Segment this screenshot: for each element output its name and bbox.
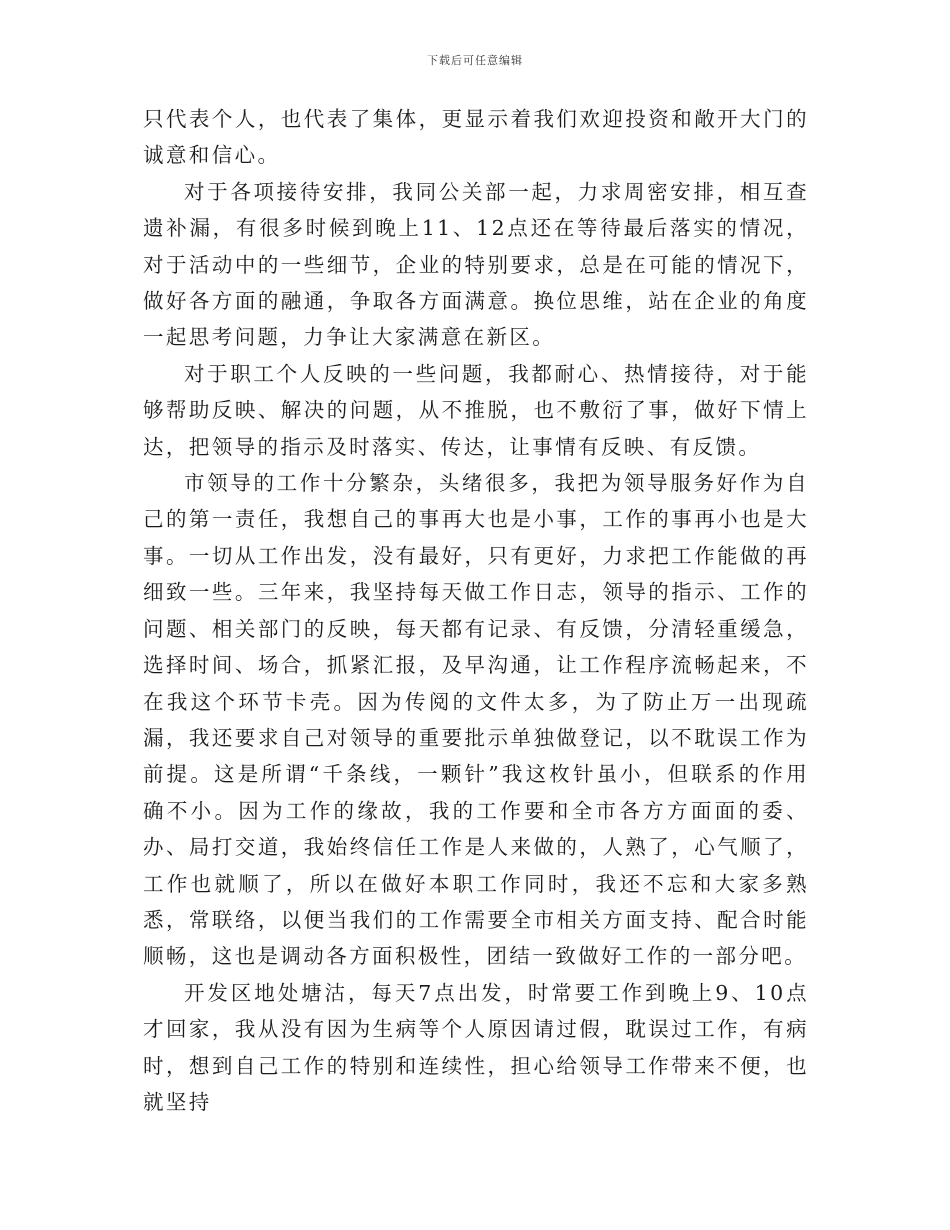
document-body <box>143 101 809 1120</box>
paragraph-4: 市领导的工作十分繁杂，头绪很多，我把为领导服务好作为自己的第一责任，我想自己的事再大也是小事，工作的事再小也是大事。一切从工作出发，没有最好，只有更好，力求把工作能做的再细致一些。三年来，我坚持每天做工作日志，领导的指示、工作的问题、相关部门的反映，每天都有记录、有反馈，分清轻重缓急，选择时间、场合，抓紧汇报，及早沟通，让工作程序流畅起来，不在我这个环节卡壳。因为传阅的文件太多，为了防止万一出现疏漏，我还要求自己对领导的重要批示单独做登记，以不耽误工作为前提。这是所谓“千条线，一颗针”我这枚针虽小，但联系的作用确不小。因为工作的缘故，我的工作要和全市各方方面面的委、办、局打交道，我始终信任工作是人来做的，人熟了，心气顺了，工作也就顺了，所以在做好本职工作同时，我还不忘和大家多熟悉，常联络，以便当我们的工作需要全市相关方面支持、配合时能顺畅，这也是调动各方面积极性，团结一致做好工作的一部分吧。 <box>143 471 809 969</box>
paragraph-3: 对于职工个人反映的一些问题，我都耐心、热情接待，对于能够帮助反映、解决的问题，从不推脱，也不敷衍了事，做好下情上达，把领导的指示及时落实、传达，让事情有反映、有反馈。 <box>143 361 809 459</box>
paragraph-1: 只代表个人，也代表了集体，更显示着我们欢迎投资和敞开大门的诚意和信心。 <box>143 107 809 168</box>
page-header: 下载后可任意编辑 <box>427 54 523 67</box>
paragraph-5: 开发区地处塘沽，每天7点出发，时常要工作到晚上9、10点才回家，我从没有因为生病等个人原因请过假，耽误过工作，有病时，想到自己工作的特别和连续性，担心给领导工作带来不便，也就坚持 <box>143 980 809 1114</box>
paragraph-2: 对于各项接待安排，我同公关部一起，力求周密安排，相互查遗补漏，有很多时候到晚上11、12点还在等待最后落实的情况，对于活动中的一些细节，企业的特别要求，总是在可能的情况下，做好各方面的融通，争取各方面满意。换位思维，站在企业的角度一起思考问题，力争让大家满意在新区。 <box>143 179 809 350</box>
